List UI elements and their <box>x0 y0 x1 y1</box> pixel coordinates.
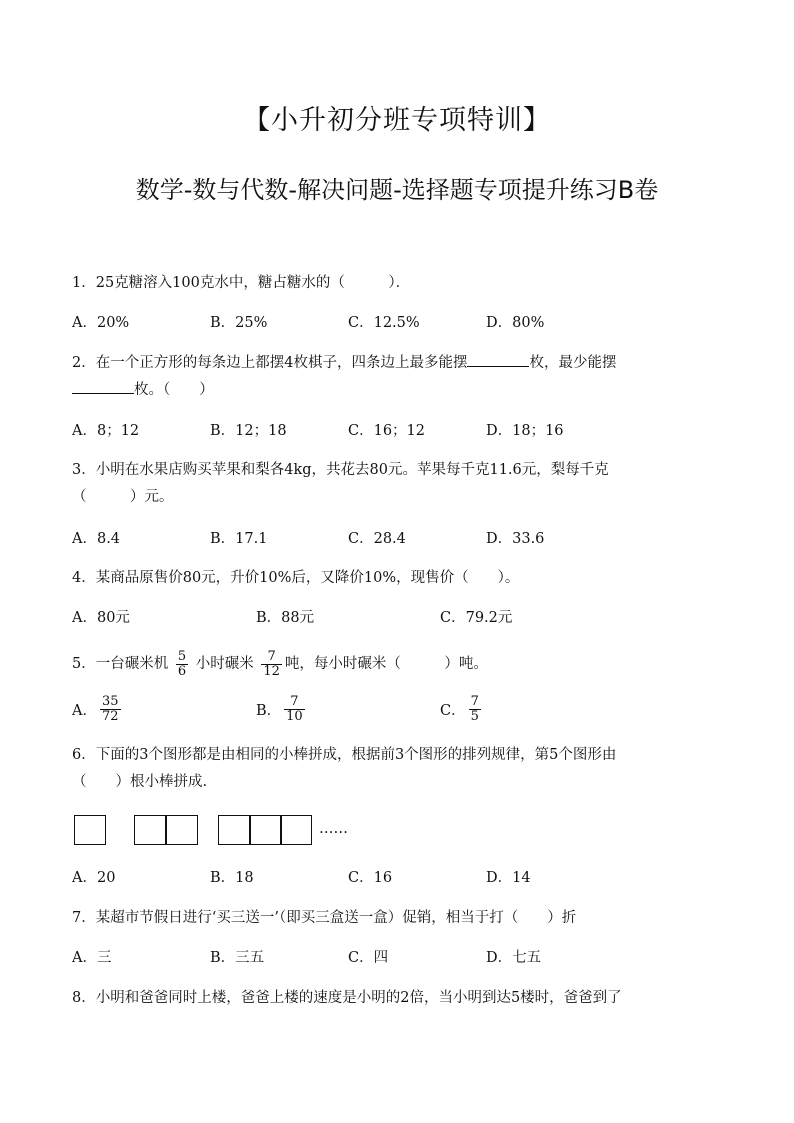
q1-option-b[interactable]: B．25% <box>210 315 268 331</box>
q5-option-c-label: C． <box>440 703 466 719</box>
question-7-options <box>72 946 722 976</box>
q6-stick-figures <box>74 815 374 847</box>
question-6-options <box>72 866 722 896</box>
q2-option-d[interactable]: D．18；16 <box>486 423 564 439</box>
question-7: 7．某超市节假日进行‘买三送一’（即买三盒送一盒）促销，相当于打（ ）折 <box>72 910 577 926</box>
q6-figure-3-divider-2 <box>280 815 282 845</box>
q3-line-2: （ ）元。 <box>72 489 174 505</box>
q5-option-b-fraction <box>284 695 305 724</box>
q6-option-c[interactable]: C．16 <box>348 870 393 886</box>
q3-option-d[interactable]: D．33.6 <box>486 531 545 547</box>
question-2-options <box>72 419 722 449</box>
q3-line-1: 3．小明在水果店购买苹果和梨各4kg，共花去80元。苹果每千克11.6元，梨每千克 <box>72 462 609 478</box>
q5-option-b-numerator: 7 <box>290 694 299 709</box>
q2-option-a[interactable]: A．8；12 <box>72 423 140 439</box>
q2-text-part1: 2．在一个正方形的每条边上都摆4枚棋子，四条边上最多能摆 <box>72 355 468 371</box>
page-title: 【小升初分班专项特训】 <box>243 105 551 136</box>
q5-option-c-numerator: 7 <box>470 694 479 709</box>
q2-blank-2 <box>72 377 134 394</box>
q6-option-d[interactable]: D．14 <box>486 870 531 886</box>
q5-option-a-numerator: 35 <box>101 694 119 709</box>
q6-figure-3-divider-1 <box>249 815 251 845</box>
q6-figure-3 <box>218 815 312 845</box>
q5-fraction-amount <box>261 650 282 679</box>
q5-option-a-label: A． <box>72 703 97 719</box>
q4-option-b[interactable]: B．88元 <box>256 610 315 626</box>
q5-fraction-time-denominator: 6 <box>177 663 187 679</box>
q1-option-c[interactable]: C．12.5% <box>348 315 420 331</box>
q3-option-b[interactable]: B．17.1 <box>210 531 268 547</box>
page-subtitle: 数学-数与代数-解决问题-选择题专项提升练习B卷 <box>135 176 659 204</box>
q4-option-a[interactable]: A．80元 <box>72 610 130 626</box>
q3-option-a[interactable]: A．8.4 <box>72 531 121 547</box>
q5-fraction-amount-numerator: 7 <box>267 648 276 664</box>
q7-option-a[interactable]: A．三 <box>72 950 112 966</box>
q5-fraction-amount-denominator: 12 <box>263 663 280 679</box>
q5-option-c[interactable] <box>440 695 484 724</box>
question-6 <box>72 742 722 796</box>
q5-text-post: 吨，每小时碾米（ ）吨。 <box>284 656 488 672</box>
question-4: 4．某商品原售价80元，升价10%后，又降价10%，现售价（ ）。 <box>72 570 520 586</box>
q6-figure-1 <box>74 815 106 845</box>
q2-option-b[interactable]: B．12；18 <box>210 423 287 439</box>
q5-option-c-fraction <box>469 695 481 724</box>
question-1: 1．25克糖溶入100克水中，糖占糖水的（ ）． <box>72 275 411 291</box>
q5-option-a[interactable] <box>72 695 124 724</box>
q5-option-c-denominator: 5 <box>470 709 479 724</box>
q3-option-c[interactable]: C．28.4 <box>348 531 406 547</box>
q2-blank-1 <box>467 350 529 367</box>
question-5 <box>72 648 722 680</box>
question-1-options <box>72 311 722 341</box>
q7-option-b[interactable]: B．三五 <box>210 950 265 966</box>
q6-figure-2-divider <box>165 815 167 845</box>
q7-option-c[interactable]: C．四 <box>348 950 389 966</box>
q2-text-part2: 枚，最少能摆 <box>529 355 617 371</box>
q5-fraction-time <box>176 650 188 679</box>
q6-option-b[interactable]: B．18 <box>210 870 254 886</box>
question-8: 8．小明和爸爸同时上楼，爸爸上楼的速度是小明的2倍，当小明到达5楼时，爸爸到了 <box>72 990 622 1006</box>
question-2 <box>72 350 722 404</box>
question-5-options <box>72 695 722 731</box>
q5-option-b-label: B． <box>256 703 282 719</box>
q5-option-a-denominator: 72 <box>101 709 119 724</box>
q1-option-a[interactable]: A．20% <box>72 315 130 331</box>
q6-line-2: （ ）根小棒拼成. <box>72 774 208 790</box>
q4-option-c[interactable]: C．79.2元 <box>440 610 513 626</box>
q5-option-b-denominator: 10 <box>286 709 303 724</box>
q2-option-c[interactable]: C．16；12 <box>348 423 425 439</box>
q5-fraction-time-numerator: 5 <box>177 648 187 664</box>
question-4-options <box>72 606 722 636</box>
q1-option-d[interactable]: D．80% <box>486 315 545 331</box>
q5-text-mid: 小时碾米 <box>195 656 254 672</box>
q6-option-a[interactable]: A．20 <box>72 870 116 886</box>
q5-option-a-fraction <box>100 695 121 724</box>
question-3 <box>72 457 722 511</box>
q7-option-d[interactable]: D．七五 <box>486 950 542 966</box>
q5-text-pre: 5．一台碾米机 <box>72 656 169 672</box>
q6-ellipsis: …… <box>319 821 348 837</box>
q2-text-part3: 枚。（ ） <box>134 382 214 398</box>
q5-option-b[interactable] <box>256 695 308 724</box>
q6-line-1: 6．下面的3个图形都是由相同的小棒拼成，根据前3个图形的排列规律，第5个图形由 <box>72 747 617 763</box>
question-3-options <box>72 527 722 557</box>
